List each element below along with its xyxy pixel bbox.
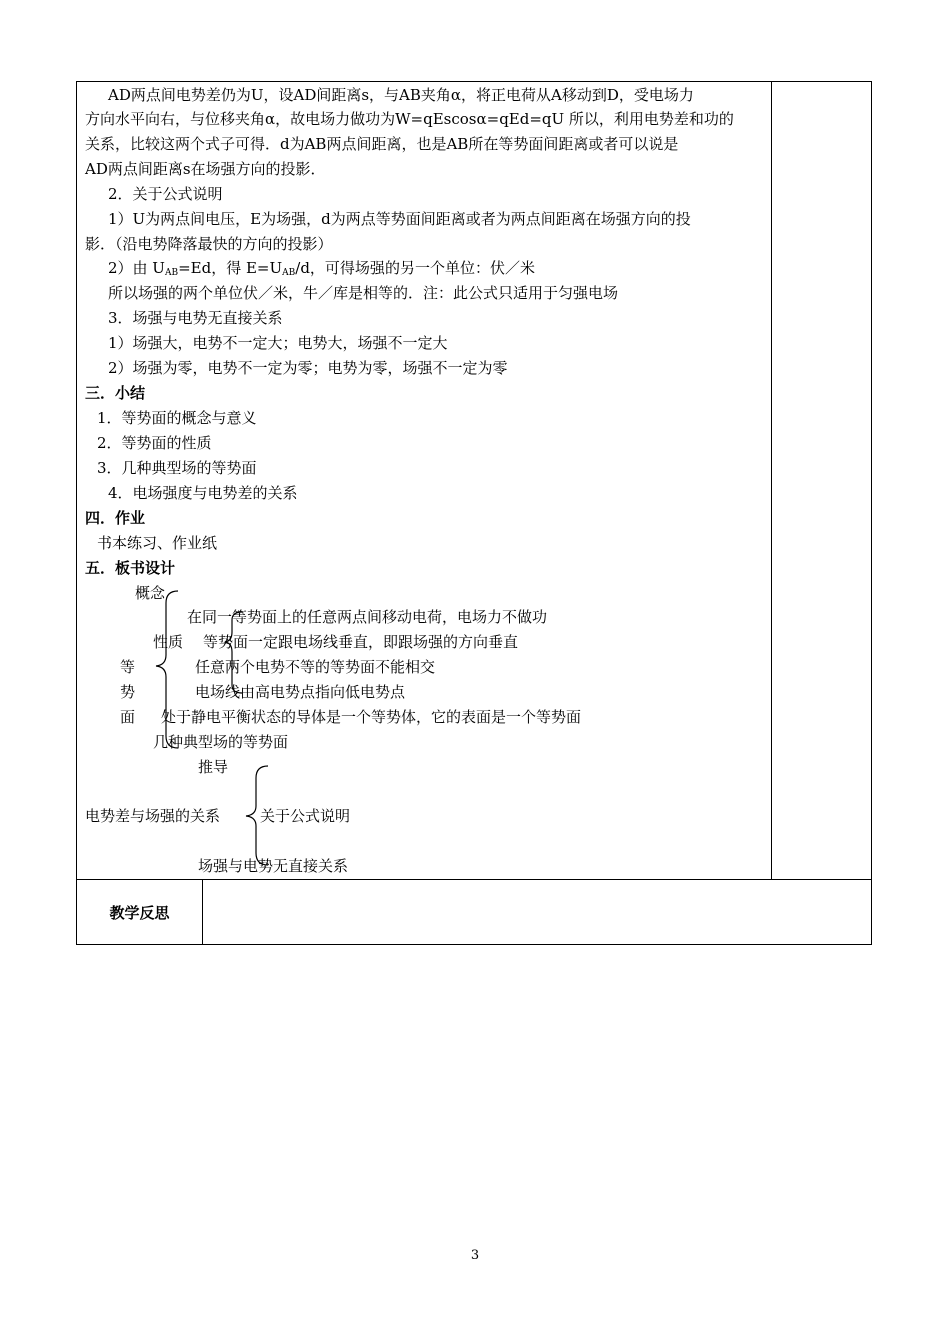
body-line: 所以场强的两个单位伏／米，牛／库是相等的．注：此公式只适用于匀强电场 xyxy=(108,284,619,302)
body-line: 关系，比较这两个式子可得．d为AB两点间距离，也是AB所在等势面间距离或者可以说是 xyxy=(85,135,679,153)
body-line: AD两点间距离s在场强方向的投影． xyxy=(85,160,326,178)
summary-item: 3．几种典型场的等势面 xyxy=(97,459,257,477)
body-line: AD两点间电势差仍为U，设AD间距离s，与AB夹角α，将正电荷从A移动到D，受电场力 xyxy=(108,86,694,104)
property-brace xyxy=(225,612,242,693)
formula-text: /d，可得场强的另一个单位：伏／米 xyxy=(295,259,535,277)
body-line: 方向水平向右，与位移夹角α，故电场力做功为W=qEscosα=qEd=qU 所以，利用电势差和功的 xyxy=(85,110,734,128)
section-title: 3．场强与电势无直接关系 xyxy=(108,309,283,327)
board-conductor: 处于静电平衡状态的导体是一个等势体，它的表面是一个等势面 xyxy=(161,708,582,726)
summary-item: 1．等势面的概念与意义 xyxy=(97,409,257,427)
board-eq-char: 势 xyxy=(120,683,136,701)
board-no-relation: 场强与电势无直接关系 xyxy=(198,857,349,875)
reflection-label: 教学反思 xyxy=(109,904,170,922)
relation-brace xyxy=(246,766,268,865)
board-relation: 电势差与场强的关系 xyxy=(85,807,221,825)
board-heading: 五．板书设计 xyxy=(85,559,176,577)
body-line: 2）场强为零，电势不一定为零；电势为零，场强不一定为零 xyxy=(108,359,508,377)
summary-item: 2．等势面的性质 xyxy=(97,434,212,452)
board-property-item: 在同一等势面上的任意两点间移动电荷，电场力不做功 xyxy=(187,608,548,626)
board-eq-char: 等 xyxy=(120,658,136,676)
body-line: 1）U为两点间电压，E为场强，d为两点等势面间距离或者为两点间距离在场强方向的投 xyxy=(108,210,691,228)
summary-heading: 三．小结 xyxy=(85,384,146,402)
board-derive: 推导 xyxy=(198,758,229,776)
homework-text: 书本练习、作业纸 xyxy=(97,534,218,552)
board-typical: 几种典型场的等势面 xyxy=(153,733,289,751)
large-brace xyxy=(156,591,178,748)
board-property-item: 等势面一定跟电场线垂直，即跟场强的方向垂直 xyxy=(203,633,519,651)
formula-text: 2）由 U xyxy=(108,259,165,277)
board-formula: 关于公式说明 xyxy=(260,807,351,825)
summary-item: 4．电场强度与电势差的关系 xyxy=(108,484,298,502)
formula-text: =Ed，得 E=U xyxy=(178,259,283,277)
body-line: 1）场强大，电势不一定大；电势大，场强不一定大 xyxy=(108,334,448,352)
board-property-item: 任意两个电势不等的等势面不能相交 xyxy=(195,658,436,676)
section-title: 2．关于公式说明 xyxy=(108,185,223,203)
formula-subscript: AB xyxy=(282,268,296,278)
page-number: 3 xyxy=(470,1248,480,1263)
formula-subscript: AB xyxy=(164,268,179,278)
board-eq-char: 面 xyxy=(120,708,136,726)
homework-heading: 四．作业 xyxy=(85,509,146,527)
board-property: 性质 xyxy=(153,633,184,651)
board-property-item: 电场线由高电势点指向低电势点 xyxy=(195,683,406,701)
body-line: 影．（沿电势降落最快的方向的投影） xyxy=(85,235,333,253)
board-concept: 概念 xyxy=(135,584,166,602)
